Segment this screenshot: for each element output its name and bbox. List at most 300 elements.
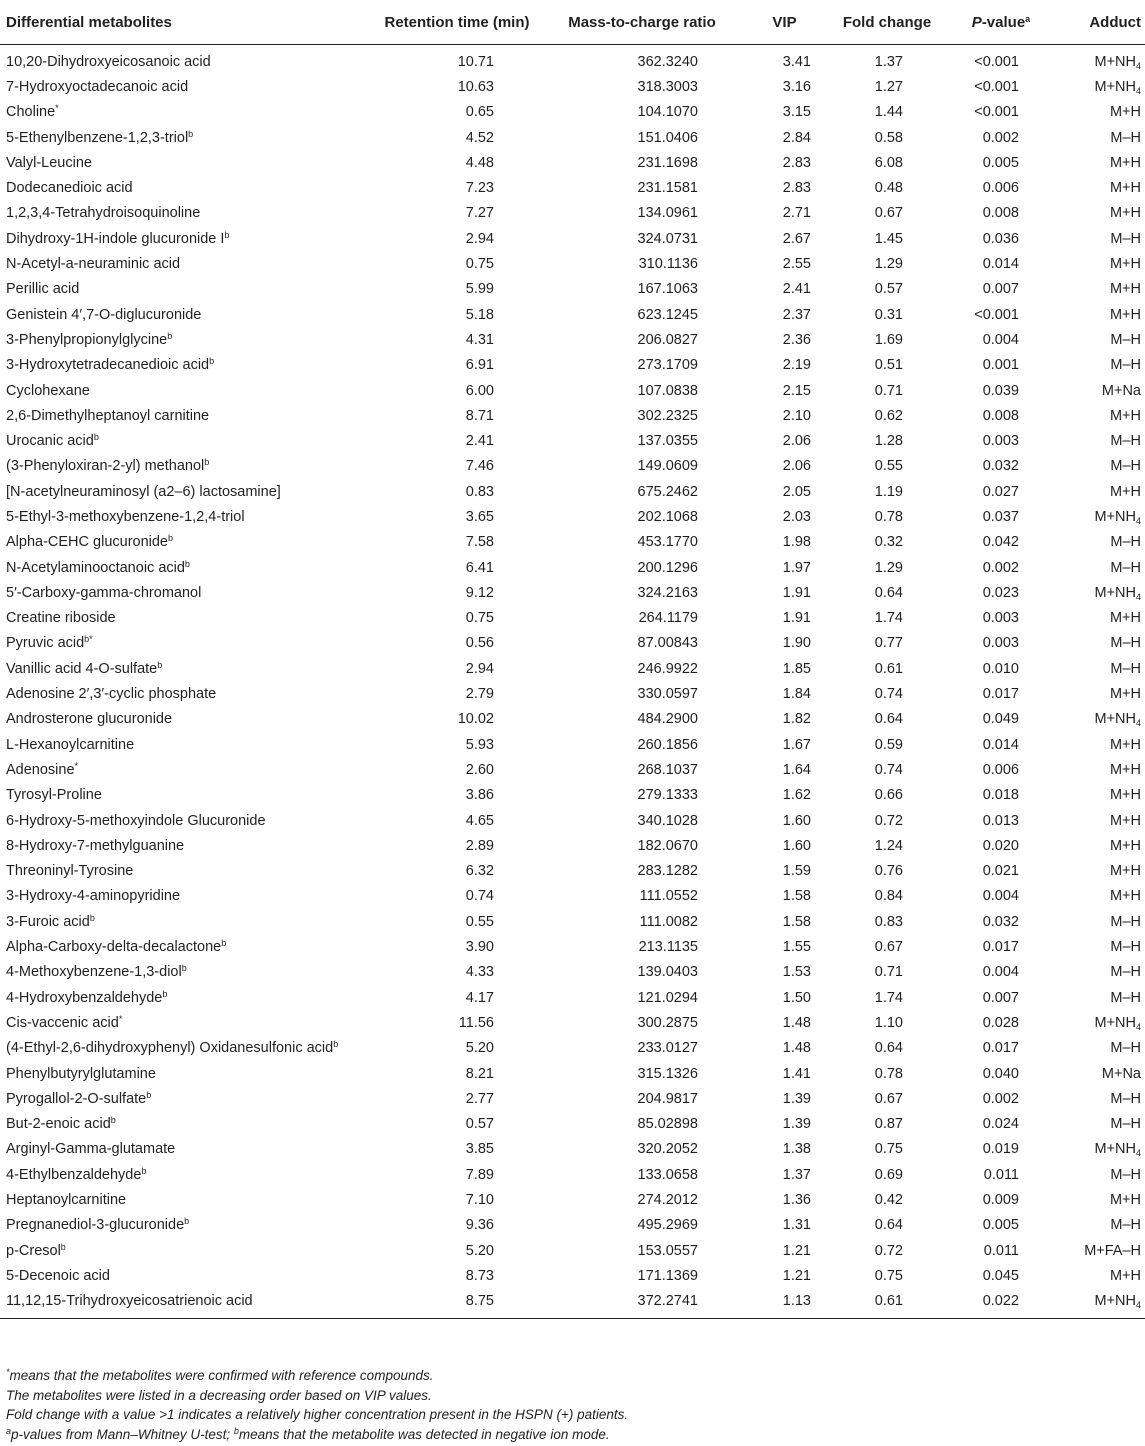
cell-adduct: M+H bbox=[1109, 205, 1141, 222]
cell-p-value: 0.027 bbox=[982, 483, 1019, 500]
cell-retention-time: 7.46 bbox=[465, 458, 494, 475]
cell-mass-to-charge: 87.00843 bbox=[637, 635, 698, 652]
cell-mass-to-charge: 133.0658 bbox=[637, 1166, 698, 1183]
cell-mass-to-charge: 330.0597 bbox=[637, 686, 698, 703]
cell-retention-time: 4.48 bbox=[465, 154, 494, 171]
cell-fold-change: 0.55 bbox=[874, 458, 903, 475]
cell-metabolite: [N-acetylneuraminosyl (a2–6) lactosamine] bbox=[6, 483, 281, 500]
table-row bbox=[0, 226, 1145, 251]
table-row bbox=[0, 504, 1145, 529]
cell-p-value: 0.049 bbox=[982, 711, 1019, 728]
cell-retention-time: 4.17 bbox=[465, 989, 494, 1006]
cell-metabolite: Cis-vaccenic acid* bbox=[6, 1013, 123, 1031]
cell-p-value: 0.017 bbox=[982, 939, 1019, 956]
cell-adduct: $M+NH_4$ bbox=[1094, 508, 1141, 526]
cell-adduct: M–H bbox=[1110, 357, 1141, 374]
table-row bbox=[0, 378, 1145, 403]
cell-metabolite: 7-Hydroxyoctadecanoic acid bbox=[6, 78, 189, 95]
cell-mass-to-charge: 107.0838 bbox=[637, 382, 698, 399]
cell-p-value: 0.022 bbox=[947, 1289, 1055, 1319]
table-row bbox=[0, 1213, 1145, 1238]
cell-metabolite: 5′-Carboxy-gamma-chromanol bbox=[6, 584, 202, 601]
cell-p-value: 0.002 bbox=[982, 1090, 1019, 1107]
table-row bbox=[0, 1162, 1145, 1187]
cell-retention-time: 0.75 bbox=[465, 256, 494, 273]
cell-fold-change: 0.71 bbox=[874, 964, 903, 981]
cell-fold-change: 0.78 bbox=[874, 1065, 903, 1082]
cell-retention-time: 4.52 bbox=[465, 129, 494, 146]
table-row bbox=[0, 606, 1145, 631]
cell-retention-time: 4.31 bbox=[465, 331, 494, 348]
cell-metabolite: Cyclohexane bbox=[6, 382, 90, 399]
cell-mass-to-charge: 453.1770 bbox=[637, 534, 698, 551]
cell-fold-change: 0.75 bbox=[874, 1141, 903, 1158]
cell-fold-change: 0.83 bbox=[874, 913, 903, 930]
cell-mass-to-charge: 320.2052 bbox=[637, 1141, 698, 1158]
cell-adduct: M+H bbox=[1109, 761, 1141, 778]
cell-p-value: 0.007 bbox=[982, 989, 1019, 1006]
cell-adduct: M–H bbox=[1110, 433, 1141, 450]
cell-mass-to-charge: 153.0557 bbox=[637, 1242, 698, 1259]
cell-metabolite: 5-Ethyl-3-methoxybenzene-1,2,4-triol bbox=[6, 508, 245, 525]
cell-mass-to-charge: 134.0961 bbox=[637, 205, 698, 222]
cell-vip: 2.06 bbox=[782, 458, 811, 475]
cell-fold-change: 0.48 bbox=[874, 180, 903, 197]
cell-adduct: M–H bbox=[1110, 913, 1141, 930]
cell-p-value: 0.014 bbox=[982, 736, 1019, 753]
cell-retention-time: 6.91 bbox=[465, 357, 494, 374]
cell-p-value: <0.001 bbox=[974, 78, 1019, 95]
cell-adduct: M–H bbox=[1110, 1116, 1141, 1133]
table-row bbox=[0, 656, 1145, 681]
cell-metabolite: 8-Hydroxy-7-methylguanine bbox=[6, 837, 185, 854]
cell-metabolite: 1,2,3,4-Tetrahydroisoquinoline bbox=[6, 205, 201, 222]
cell-adduct: M–H bbox=[1110, 230, 1141, 247]
cell-metabolite: 2,6-Dimethylheptanoyl carnitine bbox=[6, 407, 210, 424]
cell-adduct: M+H bbox=[1109, 787, 1141, 804]
footnote-reference-compounds: *means that the metabolites were confirmed with reference compounds. bbox=[6, 1367, 434, 1383]
cell-retention-time: 7.23 bbox=[465, 180, 494, 197]
cell-mass-to-charge: 279.1333 bbox=[637, 787, 698, 804]
cell-vip: 1.48 bbox=[782, 1040, 811, 1057]
cell-metabolite: L-Hexanoylcarnitine bbox=[6, 736, 135, 753]
cell-adduct: M–H bbox=[1110, 1166, 1141, 1183]
cell-retention-time: 2.79 bbox=[465, 686, 494, 703]
cell-vip: 2.05 bbox=[782, 483, 811, 500]
cell-metabolite: Adenosine* bbox=[6, 760, 79, 778]
table-row bbox=[0, 403, 1145, 428]
cell-mass-to-charge: 171.1369 bbox=[637, 1267, 698, 1284]
cell-retention-time: 8.75 bbox=[372, 1289, 542, 1319]
table-row bbox=[0, 175, 1145, 200]
table-row bbox=[0, 1086, 1145, 1111]
cell-adduct: M+H bbox=[1109, 837, 1141, 854]
cell-fold-change: 0.64 bbox=[874, 1040, 903, 1057]
cell-adduct: M+H bbox=[1109, 1192, 1141, 1208]
table-row bbox=[0, 327, 1145, 352]
cell-mass-to-charge: 231.1698 bbox=[637, 154, 698, 171]
cell-adduct: M–H bbox=[1110, 660, 1141, 677]
table-row bbox=[0, 277, 1145, 302]
cell-p-value: <0.001 bbox=[974, 306, 1019, 323]
cell-fold-change: 0.31 bbox=[874, 306, 903, 323]
cell-p-value: 0.003 bbox=[982, 433, 1019, 450]
table-row bbox=[0, 45, 1145, 75]
cell-fold-change: 1.27 bbox=[874, 78, 903, 95]
table-row bbox=[0, 808, 1145, 833]
cell-retention-time: 10.02 bbox=[457, 711, 494, 728]
cell-fold-change: 6.08 bbox=[874, 154, 903, 171]
cell-vip: 1.91 bbox=[782, 610, 811, 627]
cell-p-value: 0.005 bbox=[982, 1217, 1019, 1234]
cell-vip: 1.13 bbox=[742, 1289, 827, 1319]
table-row bbox=[0, 707, 1145, 732]
cell-retention-time: 2.77 bbox=[465, 1090, 494, 1107]
table-row bbox=[0, 783, 1145, 808]
cell-retention-time: 0.75 bbox=[465, 610, 494, 627]
cell-fold-change: 0.84 bbox=[874, 888, 903, 905]
cell-fold-change: 1.29 bbox=[874, 256, 903, 273]
cell-retention-time: 9.36 bbox=[465, 1217, 494, 1234]
table-row bbox=[0, 732, 1145, 757]
cell-vip: 1.60 bbox=[782, 837, 811, 854]
cell-mass-to-charge: 484.2900 bbox=[637, 711, 698, 728]
cell-metabolite: Pyrogallol-2-O-sulfate$^b$ bbox=[6, 1089, 152, 1107]
table-row bbox=[0, 859, 1145, 884]
cell-metabolite: Tyrosyl-Proline bbox=[6, 787, 102, 804]
cell-fold-change: 1.74 bbox=[874, 610, 903, 627]
cell-adduct: M–H bbox=[1110, 964, 1141, 981]
cell-adduct: M–H bbox=[1110, 559, 1141, 576]
cell-fold-change: 0.77 bbox=[874, 635, 903, 652]
cell-p-value: 0.020 bbox=[982, 837, 1019, 854]
cell-mass-to-charge: 268.1037 bbox=[637, 761, 698, 778]
cell-adduct: M+H bbox=[1109, 863, 1141, 880]
cell-p-value: 0.006 bbox=[982, 761, 1019, 778]
cell-mass-to-charge: 204.9817 bbox=[637, 1090, 698, 1107]
cell-metabolite: Valyl-Leucine bbox=[6, 154, 92, 171]
table-row bbox=[0, 1036, 1145, 1061]
cell-p-value: 0.018 bbox=[982, 787, 1019, 804]
cell-metabolite: p-Cresol$^b$ bbox=[6, 1241, 66, 1259]
cell-mass-to-charge: 372.2741 bbox=[542, 1289, 742, 1319]
cell-mass-to-charge: 246.9922 bbox=[637, 660, 698, 677]
cell-vip: 3.41 bbox=[782, 53, 811, 70]
cell-vip: 2.03 bbox=[782, 508, 811, 525]
cell-p-value: 0.008 bbox=[982, 205, 1019, 222]
cell-p-value: 0.009 bbox=[982, 1192, 1019, 1208]
cell-vip: 1.58 bbox=[782, 888, 811, 905]
table-row bbox=[0, 454, 1145, 479]
table-row bbox=[0, 353, 1145, 378]
cell-metabolite: Phenylbutyrylglutamine bbox=[6, 1065, 156, 1082]
cell-adduct: M+H bbox=[1109, 686, 1141, 703]
cell-retention-time: 11.56 bbox=[458, 1014, 494, 1031]
cell-adduct: M+FA–H bbox=[1084, 1242, 1141, 1259]
cell-p-value: 0.002 bbox=[982, 559, 1019, 576]
cell-adduct: $M+NH_4$ bbox=[1094, 584, 1141, 602]
header-metabolites: Differential metabolites bbox=[0, 0, 372, 45]
cell-mass-to-charge: 340.1028 bbox=[637, 812, 698, 829]
cell-p-value: 0.028 bbox=[982, 1014, 1019, 1031]
cell-mass-to-charge: 315.1326 bbox=[637, 1065, 698, 1082]
cell-fold-change: 1.24 bbox=[874, 837, 903, 854]
header-adduct: Adduct bbox=[1055, 0, 1145, 45]
table-row bbox=[0, 479, 1145, 504]
cell-adduct: M+H bbox=[1109, 610, 1141, 627]
cell-vip: 2.83 bbox=[782, 154, 811, 171]
cell-retention-time: 0.56 bbox=[465, 635, 494, 652]
cell-mass-to-charge: 675.2462 bbox=[637, 483, 698, 500]
cell-adduct: M–H bbox=[1110, 635, 1141, 652]
table-row bbox=[0, 530, 1145, 555]
cell-vip: 2.41 bbox=[782, 281, 811, 298]
cell-metabolite: 5-Ethenylbenzene-1,2,3-triol$^b$ bbox=[6, 128, 194, 146]
cell-adduct: M–H bbox=[1110, 129, 1141, 146]
cell-metabolite: 5-Decenoic acid bbox=[6, 1267, 110, 1284]
cell-p-value: 0.001 bbox=[982, 357, 1019, 374]
cell-fold-change: 0.66 bbox=[874, 787, 903, 804]
cell-vip: 2.36 bbox=[782, 331, 811, 348]
cell-vip: 2.55 bbox=[782, 256, 811, 273]
cell-fold-change: 0.72 bbox=[874, 812, 903, 829]
cell-fold-change: 0.64 bbox=[874, 1217, 903, 1234]
cell-p-value: 0.013 bbox=[982, 812, 1019, 829]
cell-mass-to-charge: 206.0827 bbox=[637, 331, 698, 348]
cell-p-value: 0.024 bbox=[982, 1116, 1019, 1133]
cell-fold-change: 0.74 bbox=[874, 761, 903, 778]
cell-vip: 2.67 bbox=[782, 230, 811, 247]
cell-fold-change: 0.67 bbox=[874, 939, 903, 956]
cell-retention-time: 7.89 bbox=[465, 1166, 494, 1183]
cell-retention-time: 2.60 bbox=[465, 761, 494, 778]
cell-retention-time: 6.32 bbox=[465, 863, 494, 880]
table-body bbox=[0, 45, 1145, 1319]
cell-metabolite: (4-Ethyl-2,6-dihydroxyphenyl) Oxidanesulfonic acid$^b$ bbox=[6, 1039, 339, 1057]
cell-metabolite: Alpha-Carboxy-delta-decalactone$^b$ bbox=[6, 938, 227, 956]
cell-mass-to-charge: 231.1581 bbox=[637, 180, 698, 197]
cell-adduct: $M+NH_4$ bbox=[1055, 1289, 1145, 1319]
cell-p-value: <0.001 bbox=[974, 104, 1019, 121]
cell-vip: 1.39 bbox=[782, 1090, 811, 1107]
cell-retention-time: 0.55 bbox=[465, 913, 494, 930]
header-retention-time: Retention time (min) bbox=[372, 0, 542, 45]
cell-p-value: 0.037 bbox=[982, 508, 1019, 525]
header-row bbox=[0, 0, 1145, 45]
table-row bbox=[0, 555, 1145, 580]
cell-p-value: 0.017 bbox=[982, 686, 1019, 703]
cell-p-value: 0.042 bbox=[982, 534, 1019, 551]
cell-vip: 1.85 bbox=[782, 660, 811, 677]
table-row bbox=[0, 125, 1145, 150]
cell-retention-time: 6.00 bbox=[465, 382, 494, 399]
header-p-value: P-value$^a$ bbox=[947, 0, 1055, 45]
cell-adduct: M–H bbox=[1110, 1090, 1141, 1107]
cell-vip: 1.55 bbox=[782, 939, 811, 956]
table-row bbox=[0, 251, 1145, 276]
cell-fold-change: 0.69 bbox=[874, 1166, 903, 1183]
table-row bbox=[0, 909, 1145, 934]
table-row bbox=[0, 1137, 1145, 1162]
cell-vip: 1.84 bbox=[782, 686, 811, 703]
cell-vip: 2.37 bbox=[782, 306, 811, 323]
cell-fold-change: 1.44 bbox=[874, 104, 903, 121]
cell-vip: 3.15 bbox=[782, 104, 811, 121]
table-row bbox=[0, 1289, 1145, 1319]
table-row bbox=[0, 1263, 1145, 1288]
cell-fold-change: 1.19 bbox=[874, 483, 903, 500]
table-row bbox=[0, 428, 1145, 453]
table-row bbox=[0, 302, 1145, 327]
cell-metabolite: 10,20-Dihydroxyeicosanoic acid bbox=[6, 53, 211, 70]
cell-adduct: M–H bbox=[1110, 534, 1141, 551]
cell-fold-change: 0.78 bbox=[874, 508, 903, 525]
cell-metabolite: N-Acetylaminooctanoic acid$^b$ bbox=[6, 558, 190, 576]
cell-adduct: M+H bbox=[1109, 306, 1141, 323]
cell-retention-time: 8.73 bbox=[465, 1267, 494, 1284]
cell-metabolite: 4-Ethylbenzaldehyde$^b$ bbox=[6, 1165, 147, 1183]
cell-p-value: 0.004 bbox=[982, 964, 1019, 981]
cell-metabolite: (3-Phenyloxiran-2-yl) methanol$^b$ bbox=[6, 457, 210, 475]
cell-vip: 2.19 bbox=[782, 357, 811, 374]
cell-mass-to-charge: 623.1245 bbox=[637, 306, 698, 323]
cell-vip: 2.71 bbox=[782, 205, 811, 222]
cell-fold-change: 0.67 bbox=[874, 1090, 903, 1107]
cell-metabolite: Arginyl-Gamma-glutamate bbox=[6, 1141, 176, 1158]
cell-adduct: M+H bbox=[1109, 736, 1141, 753]
cell-fold-change: 0.59 bbox=[874, 736, 903, 753]
cell-adduct: M+Na bbox=[1101, 1065, 1141, 1082]
cell-metabolite: Alpha-CEHC glucuronide$^b$ bbox=[6, 533, 174, 551]
cell-vip: 1.82 bbox=[782, 711, 811, 728]
cell-adduct: M–H bbox=[1110, 1040, 1141, 1057]
cell-mass-to-charge: 121.0294 bbox=[637, 989, 698, 1006]
cell-mass-to-charge: 85.02898 bbox=[637, 1116, 698, 1133]
cell-retention-time: 2.89 bbox=[465, 837, 494, 854]
cell-retention-time: 5.18 bbox=[465, 306, 494, 323]
cell-adduct: $M+NH_4$ bbox=[1094, 53, 1141, 71]
cell-vip: 1.67 bbox=[782, 736, 811, 753]
cell-retention-time: 3.86 bbox=[465, 787, 494, 804]
table-row bbox=[0, 1187, 1145, 1212]
cell-metabolite: Perillic acid bbox=[6, 281, 80, 298]
cell-fold-change: 0.64 bbox=[874, 711, 903, 728]
cell-mass-to-charge: 264.1179 bbox=[638, 610, 698, 627]
cell-retention-time: 0.74 bbox=[465, 888, 494, 905]
cell-fold-change: 0.71 bbox=[874, 382, 903, 399]
cell-retention-time: 8.71 bbox=[465, 407, 494, 424]
cell-vip: 3.16 bbox=[782, 78, 811, 95]
cell-retention-time: 4.65 bbox=[465, 812, 494, 829]
cell-adduct: M–H bbox=[1110, 939, 1141, 956]
cell-mass-to-charge: 167.1063 bbox=[637, 281, 698, 298]
cell-vip: 1.90 bbox=[782, 635, 811, 652]
cell-vip: 1.31 bbox=[782, 1217, 811, 1234]
cell-metabolite: 11,12,15-Trihydroxyeicosatrienoic acid bbox=[0, 1289, 372, 1319]
cell-metabolite: 6-Hydroxy-5-methoxyindole Glucuronide bbox=[6, 812, 266, 829]
cell-adduct: $M+NH_4$ bbox=[1094, 78, 1141, 96]
cell-adduct: M+Na bbox=[1101, 382, 1141, 399]
cell-vip: 1.37 bbox=[782, 1166, 811, 1183]
cell-p-value: 0.017 bbox=[982, 1040, 1019, 1057]
cell-vip: 1.38 bbox=[782, 1141, 811, 1158]
cell-mass-to-charge: 200.1296 bbox=[637, 559, 698, 576]
cell-vip: 1.98 bbox=[782, 534, 811, 551]
cell-vip: 2.06 bbox=[782, 433, 811, 450]
cell-fold-change: 0.51 bbox=[874, 357, 903, 374]
table-row bbox=[0, 934, 1145, 959]
cell-adduct: M+H bbox=[1109, 407, 1141, 424]
cell-p-value: 0.005 bbox=[982, 154, 1019, 171]
cell-fold-change: 1.45 bbox=[874, 230, 903, 247]
cell-fold-change: 0.58 bbox=[874, 129, 903, 146]
cell-vip: 1.53 bbox=[782, 964, 811, 981]
cell-mass-to-charge: 149.0609 bbox=[637, 458, 698, 475]
cell-p-value: 0.014 bbox=[982, 256, 1019, 273]
cell-mass-to-charge: 104.1070 bbox=[637, 104, 698, 121]
cell-retention-time: 7.58 bbox=[465, 534, 494, 551]
cell-p-value: 0.021 bbox=[982, 863, 1019, 880]
cell-retention-time: 5.20 bbox=[465, 1242, 494, 1259]
cell-metabolite: 3-Furoic acid$^b$ bbox=[6, 912, 95, 930]
cell-mass-to-charge: 310.1136 bbox=[638, 256, 698, 273]
cell-metabolite: Heptanoylcarnitine bbox=[6, 1192, 127, 1208]
cell-fold-change: 0.67 bbox=[874, 205, 903, 222]
cell-adduct: M+H bbox=[1109, 180, 1141, 197]
cell-retention-time: 3.85 bbox=[465, 1141, 494, 1158]
cell-fold-change: 1.28 bbox=[874, 433, 903, 450]
cell-mass-to-charge: 274.2012 bbox=[637, 1192, 698, 1208]
cell-adduct: M+H bbox=[1109, 888, 1141, 905]
cell-mass-to-charge: 182.0670 bbox=[637, 837, 698, 854]
cell-metabolite: Urocanic acid$^b$ bbox=[6, 432, 99, 450]
cell-p-value: <0.001 bbox=[974, 53, 1019, 70]
cell-retention-time: 2.41 bbox=[465, 433, 494, 450]
cell-adduct: M+H bbox=[1109, 154, 1141, 171]
cell-fold-change: 1.10 bbox=[874, 1014, 903, 1031]
cell-p-value: 0.004 bbox=[982, 888, 1019, 905]
table-row bbox=[0, 757, 1145, 782]
cell-metabolite: 3-Hydroxy-4-aminopyridine bbox=[6, 888, 181, 905]
cell-retention-time: 4.33 bbox=[465, 964, 494, 981]
cell-vip: 1.50 bbox=[782, 989, 811, 1006]
cell-mass-to-charge: 300.2875 bbox=[637, 1014, 698, 1031]
cell-mass-to-charge: 318.3003 bbox=[637, 78, 698, 95]
cell-mass-to-charge: 495.2969 bbox=[637, 1217, 698, 1234]
cell-retention-time: 0.65 bbox=[465, 104, 494, 121]
cell-adduct: M+H bbox=[1109, 483, 1141, 500]
cell-vip: 1.39 bbox=[782, 1116, 811, 1133]
cell-metabolite: Dodecanedioic acid bbox=[6, 180, 133, 197]
cell-metabolite: But-2-enoic acid$^b$ bbox=[6, 1115, 116, 1133]
cell-mass-to-charge: 137.0355 bbox=[637, 433, 698, 450]
cell-fold-change: 0.87 bbox=[874, 1116, 903, 1133]
cell-p-value: 0.023 bbox=[982, 584, 1019, 601]
cell-retention-time: 0.57 bbox=[465, 1116, 494, 1133]
cell-adduct: M–H bbox=[1110, 1217, 1141, 1234]
cell-fold-change: 1.29 bbox=[874, 559, 903, 576]
table-row bbox=[0, 580, 1145, 605]
cell-fold-change: 1.74 bbox=[874, 989, 903, 1006]
cell-retention-time: 7.27 bbox=[465, 205, 494, 222]
cell-p-value: 0.011 bbox=[983, 1242, 1019, 1259]
cell-retention-time: 10.63 bbox=[457, 78, 494, 95]
cell-mass-to-charge: 324.2163 bbox=[637, 584, 698, 601]
cell-adduct: M–H bbox=[1110, 458, 1141, 475]
cell-adduct: $M+NH_4$ bbox=[1094, 1014, 1141, 1032]
cell-p-value: 0.008 bbox=[982, 407, 1019, 424]
cell-retention-time: 3.65 bbox=[465, 508, 494, 525]
